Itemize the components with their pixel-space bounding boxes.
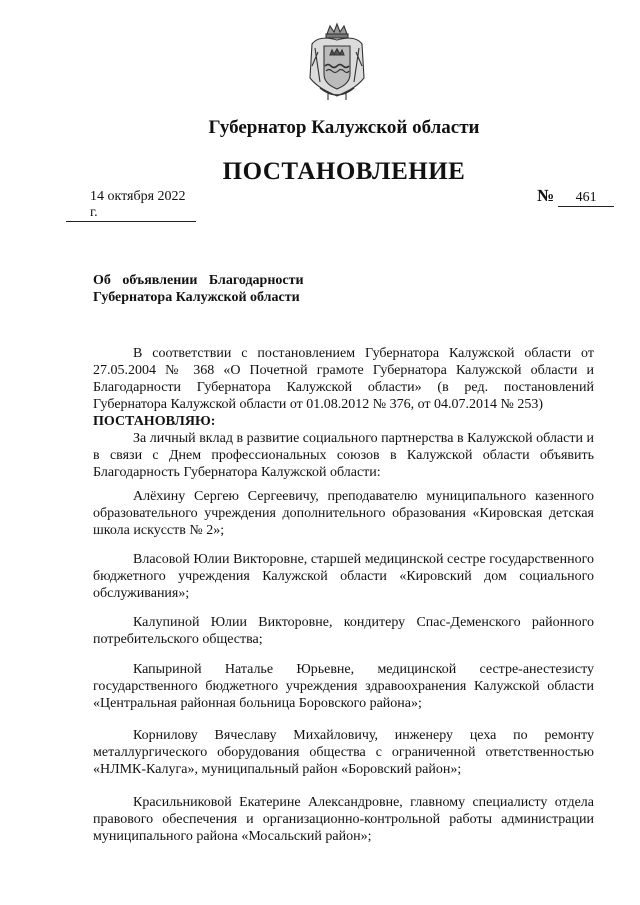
document-type-title: ПОСТАНОВЛЕНИЕ bbox=[222, 158, 466, 185]
document-subject bbox=[93, 272, 373, 306]
document-preamble bbox=[93, 345, 594, 481]
awardee-item: Капыриной Наталье Юрьевне, медицинской сестре-анестезисту государственного бюджетного учреждения здравоохранения Калужской области «Центральная районная больница Боровского района»; bbox=[93, 662, 594, 711]
number-sign: № bbox=[537, 186, 555, 205]
legal-basis-paragraph: В соответствии с постановлением Губернатора Калужской области от 27.05.2004 № 368 «О Почетной грамоте Губернатора Калужской области и Благодарности Губернатора Калужской области» (в ред. постановлений Губернатора Калужской области от 01.08.2012 № 376, от 04.07.2014 № 253) bbox=[93, 346, 594, 412]
subject-line-2: Губернатора Калужской области bbox=[93, 290, 300, 305]
number-value: 461 bbox=[558, 190, 614, 207]
awardee-item: Калупиной Юлии Викторовне, кондитеру Спас-Деменского районного потребительского общества; bbox=[93, 615, 594, 647]
awardee-item: Власовой Юлии Викторовне, старшей медицинской сестре государственного бюджетного учреждения Калужской области «Кировский дом социального обслуживания»; bbox=[93, 552, 594, 601]
decree-word: ПОСТАНОВЛЯЮ: bbox=[93, 414, 216, 429]
awardee-item: Корнилову Вячеславу Михайловичу, инженеру цеха по ремонту металлургического оборудования общества с ограниченной ответственностью «НЛМК-Калуга», муниципальный район «Боровский район»; bbox=[93, 728, 594, 777]
document-number bbox=[537, 186, 614, 207]
awardee-item: Алёхину Сергею Сергеевичу, преподавателю муниципального казенного образовательного учреждения дополнительного образования «Кировская детская школа искусств № 2»; bbox=[93, 489, 594, 538]
awardee-item: Красильниковой Екатерине Александровне, главному специалисту отдела правового обеспечения и организационно-контрольной работы администрации муниципального района «Мосальский район»; bbox=[93, 795, 594, 844]
document-date: 14 октября 2022 г. bbox=[66, 189, 196, 222]
coat-of-arms-icon bbox=[306, 22, 368, 104]
subject-line-1: Об объявлении Благодарности bbox=[93, 273, 304, 288]
intro-paragraph: За личный вклад в развитие социального партнерства в Калужской области и в связи с Днем профессиональных союзов в Калужской области объявить Благодарность Губернатора Калужской области: bbox=[93, 431, 594, 480]
issuing-authority: Губернатор Калужской области bbox=[208, 117, 480, 138]
